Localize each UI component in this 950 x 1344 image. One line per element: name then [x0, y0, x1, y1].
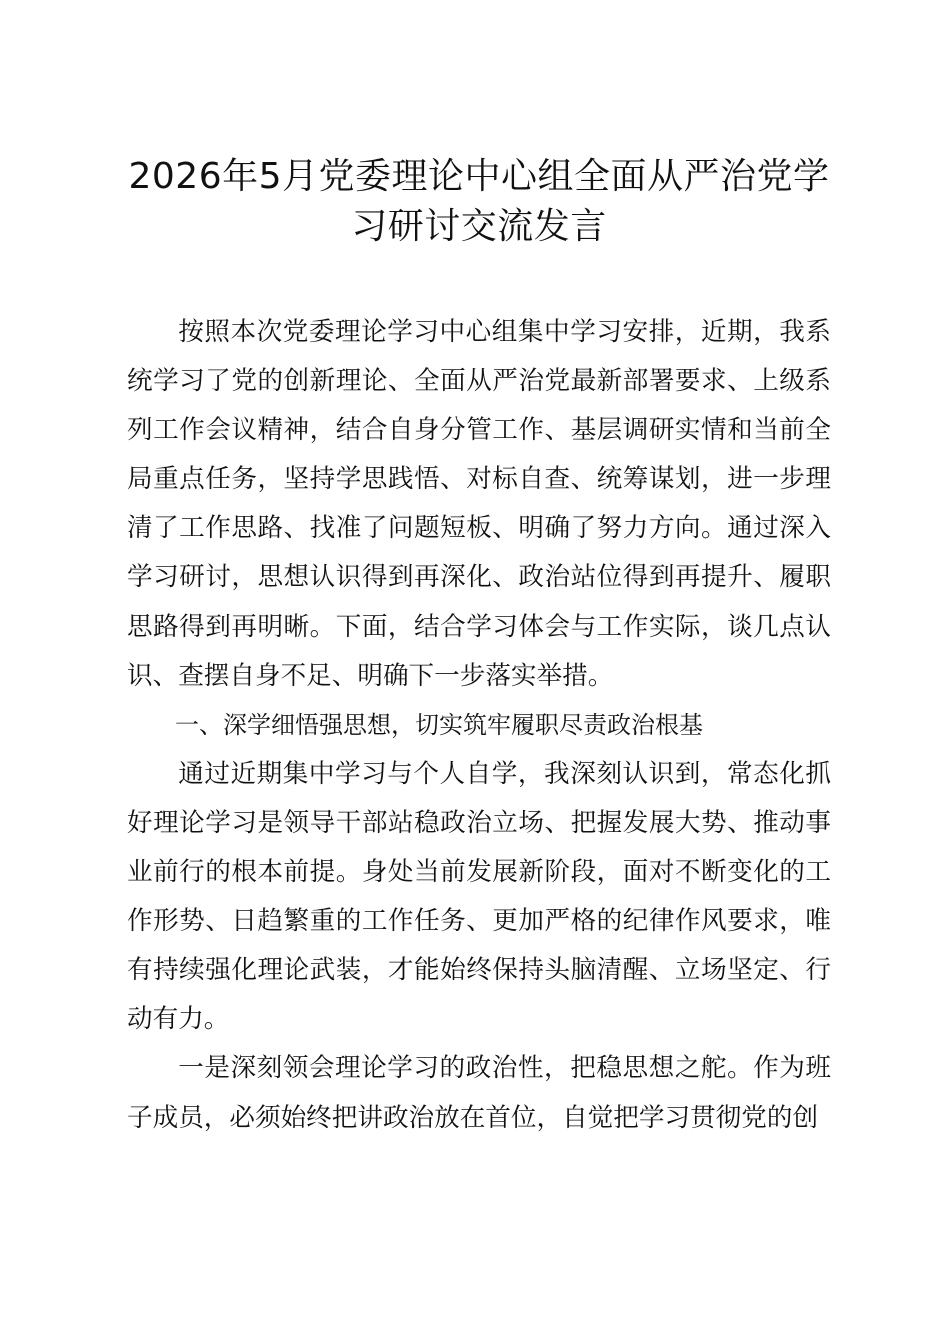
- paragraph-section-intro: 通过近期集中学习与个人自学，我深刻认识到，常态化抓好理论学习是领导干部站稳政治立场、把握发展大势、推动事业前行的根本前提。身处当前发展新阶段，面对不断变化的工作形势、日趋繁重的工作任务、更加严格的纪律作风要求，唯有持续强化理论武装，才能始终保持头脑清醒、立场坚定、行动有力。: [127, 758, 831, 1035]
- paragraph-intro: 按照本次党委理论学习中心组集中学习安排，近期，我系统学习了党的创新理论、全面从严治党最新部署要求、上级系列工作会议精神，结合自身分管工作、基层调研实情和当前全局重点任务，坚持学思践悟、对标自查、统筹谋划，进一步理清了工作思路、找准了问题短板、明确了努力方向。通过深入学习研讨，思想认识得到再深化、政治站位得到再提升、履职思路得到再明晰。下面，结合学习体会与工作实际，谈几点认识、查摆自身不足、明确下一步落实举措。: [127, 317, 831, 691]
- document-page: [127, 0, 831, 1344]
- document-body: [127, 308, 831, 1143]
- document-title: 2026年5月党委理论中心组全面从严治党学习研讨交流发言: [128, 156, 830, 247]
- section-heading: 一、深学细悟强思想，切实筑牢履职尽责政治根基: [175, 710, 703, 739]
- paragraph-point-one: 一是深刻领会理论学习的政治性，把稳思想之舵。作为班子成员，必须始终把讲政治放在首位，自觉把学习贯彻党的创: [127, 1053, 831, 1133]
